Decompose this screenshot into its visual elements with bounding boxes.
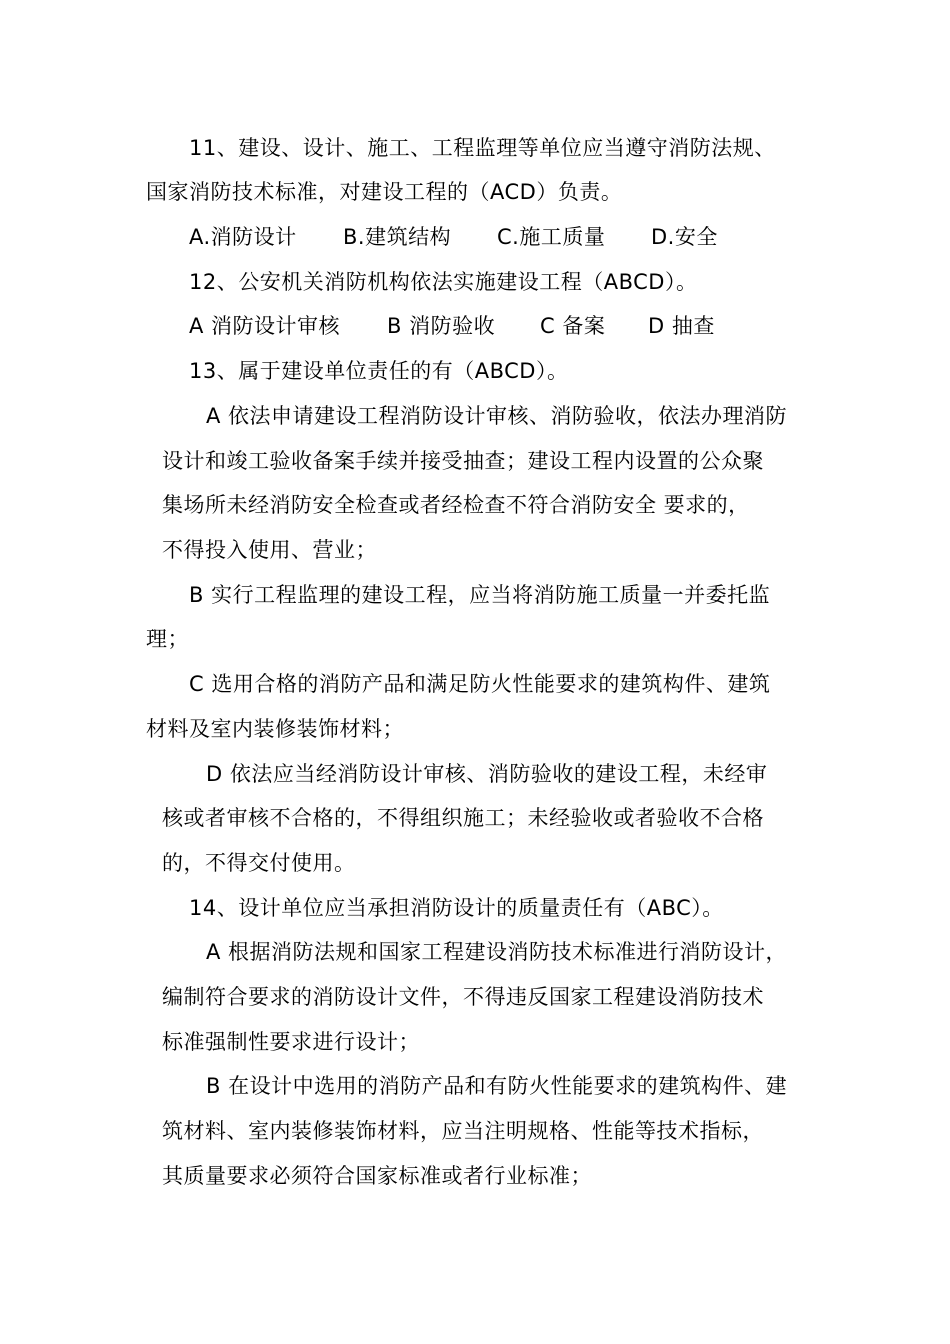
q11-option-c: C.施工质量	[497, 225, 606, 249]
q12-option-d: D 抽查	[648, 314, 715, 338]
q13-a-line-4: 不得投入使用、营业；	[162, 538, 377, 562]
q13-a-line-2: 设计和竣工验收备案手续并接受抽查；建设工程内设置的公众聚	[162, 449, 764, 473]
q14-a-line-3: 标准强制性要求进行设计；	[162, 1030, 420, 1054]
q11-line-2: 国家消防技术标准，对建设工程的（ACD）负责。	[146, 180, 623, 204]
q13-d-line-2: 核或者审核不合格的，不得组织施工；未经验收或者验收不合格	[162, 806, 764, 830]
q11-option-d: D.安全	[651, 225, 718, 249]
q13-c-line-1: C 选用合格的消防产品和满足防火性能要求的建筑构件、建筑	[189, 672, 771, 696]
q12-line-1: 12、公安机关消防机构依法实施建设工程（ABCD）。	[189, 270, 698, 294]
q13-a-line-1: A 依法申请建设工程消防设计审核、消防验收，依法办理消防	[206, 404, 788, 428]
q13-line-1: 13、属于建设单位责任的有（ABCD）。	[189, 359, 569, 383]
q11-option-a: A.消防设计	[189, 225, 297, 249]
q14-b-line-3: 其质量要求必须符合国家标准或者行业标准；	[162, 1164, 592, 1188]
q13-b-line-2: 理；	[146, 627, 189, 651]
q11-line-1: 11、建设、设计、施工、工程监理等单位应当遵守消防法规、	[189, 136, 776, 160]
q12-option-a: A 消防设计审核	[189, 314, 341, 338]
q11-option-b: B.建筑结构	[343, 225, 452, 249]
q14-b-line-2: 筑材料、室内装修装饰材料，应当注明规格、性能等技术指标，	[162, 1119, 764, 1143]
q14-b-line-1: B 在设计中选用的消防产品和有防火性能要求的建筑构件、建	[206, 1074, 788, 1098]
q14-a-line-2: 编制符合要求的消防设计文件，不得违反国家工程建设消防技术	[162, 985, 764, 1009]
q14-a-line-1: A 根据消防法规和国家工程建设消防技术标准进行消防设计，	[206, 940, 788, 964]
q12-option-c: C 备案	[540, 314, 606, 338]
q14-line-1: 14、设计单位应当承担消防设计的质量责任有（ABC）。	[189, 896, 724, 920]
q12-option-b: B 消防验收	[387, 314, 496, 338]
q13-c-line-2: 材料及室内装修装饰材料；	[146, 717, 404, 741]
q13-b-line-1: B 实行工程监理的建设工程，应当将消防施工质量一并委托监	[189, 583, 771, 607]
q13-d-line-3: 的，不得交付使用。	[162, 851, 356, 875]
q13-d-line-1: D 依法应当经消防设计审核、消防验收的建设工程，未经审	[206, 762, 768, 786]
q13-a-line-3: 集场所未经消防安全检查或者经检查不符合消防安全 要求的，	[162, 493, 750, 517]
